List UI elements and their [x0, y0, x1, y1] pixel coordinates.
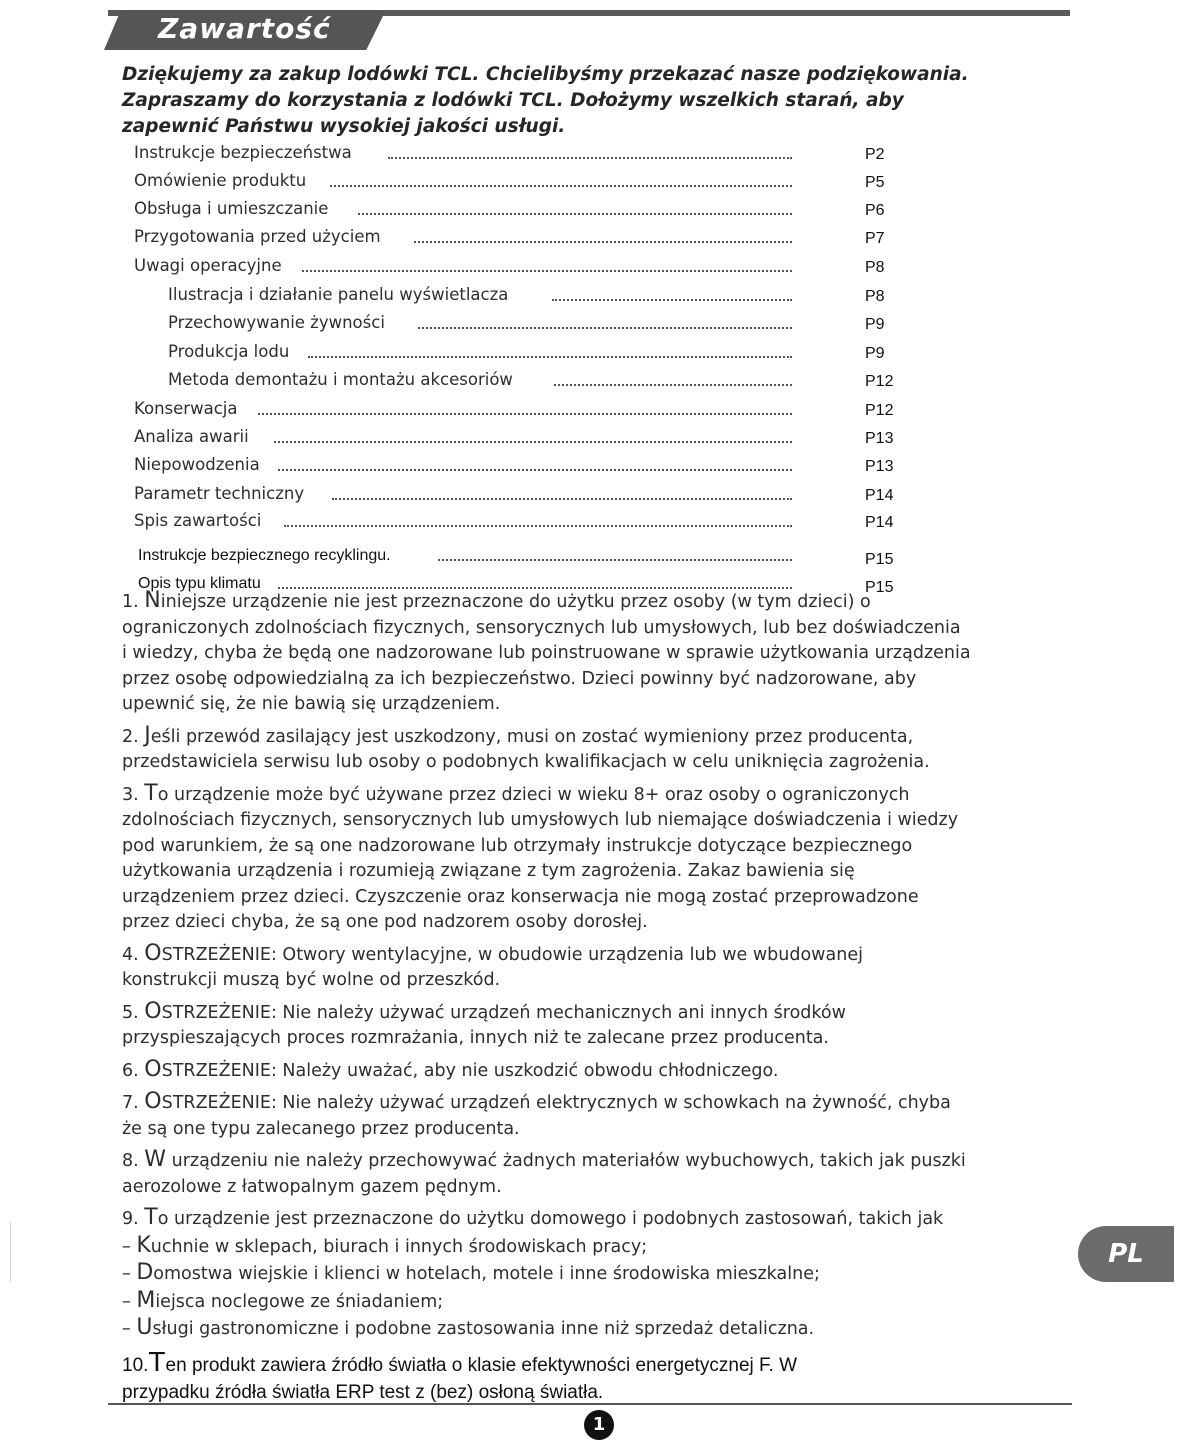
toc-label: Parametr techniczny — [134, 484, 305, 503]
item-text: aerozolowe z łatwopalnym gazem pędnym. — [122, 1176, 502, 1197]
sub-item: – Usługi gastronomiczne i podobne zastosowania inne niż sprzedaż detaliczna. — [122, 1315, 815, 1340]
sub-item-initial: M — [136, 1287, 156, 1313]
item-line — [122, 723, 1072, 751]
item-text: STRZEŻENIE: Należy uważać, aby nie uszkodzić obwodu chłodniczego. — [161, 1060, 779, 1081]
toc-page: P9 — [865, 316, 885, 333]
item-line — [122, 1089, 1072, 1117]
toc-page: P14 — [865, 514, 894, 531]
item-text: eśli przewód zasilający jest uszkodzony, musi on zostać wymieniony przez producenta, — [150, 726, 914, 747]
item-line — [122, 808, 1072, 834]
toc-row — [0, 455, 1184, 477]
item-text: ograniczonych zdolnościach fizycznych, sensorycznych lub umysłowych, lub bez doświadczenia — [122, 617, 961, 638]
toc-leader-dots — [308, 356, 792, 358]
item-number: 3. — [122, 784, 139, 805]
toc-label: Obsługa i umieszczanie — [134, 199, 329, 218]
intro-line: zapewnić Państwu wysokiej jakości usługi. — [122, 116, 566, 137]
item-initial: O — [144, 998, 162, 1024]
toc-leader-dots — [438, 559, 792, 561]
item-line — [122, 834, 1072, 860]
list-item — [122, 588, 1072, 718]
item-text: urządzeniu nie należy przechowywać żadnych materiałów wybuchowych, takich jak puszki — [166, 1151, 966, 1171]
sub-item-text: omostwa wiejskie i klienci w hotelach, motele i inne środowiska mieszkalne; — [153, 1264, 820, 1284]
item-line — [122, 781, 1072, 809]
toc-row — [0, 256, 1184, 278]
item-number: 4. — [122, 944, 139, 965]
toc-label: Ilustracja i działanie panelu wyświetlacza — [168, 285, 509, 304]
list-item — [122, 723, 1072, 776]
list-item — [122, 1089, 1072, 1142]
toc-page: P5 — [865, 174, 885, 191]
item-line — [122, 885, 1072, 911]
toc-row — [0, 285, 1184, 307]
toc-label: Konserwacja — [134, 399, 238, 418]
footer-rule — [108, 1403, 1072, 1405]
item-line — [122, 667, 1072, 693]
item-initial: T — [148, 1345, 166, 1377]
item-number: 9. — [122, 1209, 139, 1229]
toc-page: P12 — [865, 373, 894, 390]
sub-item-text: iejsca noclegowe ze śniadaniem; — [155, 1291, 444, 1312]
item-text: urządzeniem przez dzieci. Czyszczenie oraz konserwacja nie mogą zostać przeprowadzone — [122, 886, 919, 907]
page-title: Zawartość — [158, 12, 331, 45]
toc-leader-dots — [552, 299, 792, 301]
toc-page: P13 — [865, 458, 894, 475]
toc-row — [0, 539, 1184, 568]
item-initial: O — [144, 940, 162, 966]
toc-row — [0, 342, 1184, 364]
toc-page: P15 — [865, 579, 894, 596]
toc-row — [0, 511, 1184, 533]
item-initial: J — [144, 722, 151, 748]
toc-label: Uwagi operacyjne — [134, 256, 282, 275]
toc-page: P9 — [865, 345, 885, 362]
toc-row — [0, 484, 1184, 506]
item-text: użytkowania urządzenia i rozumieją związane z tym zagrożenia. Zakaz bawienia się — [122, 861, 855, 881]
item-line — [122, 941, 1072, 969]
item-line — [122, 750, 1072, 776]
item-text: pod warunkiem, że są one nadzorowane lub otrzymały instrukcje dotyczące bezpiecznego — [122, 835, 913, 856]
toc-leader-dots — [278, 469, 792, 471]
sub-item-text: uchnie w sklepach, biurach i innych środowiskach pracy; — [150, 1236, 648, 1257]
sub-item-initial: D — [136, 1260, 154, 1285]
intro-text — [122, 62, 1082, 140]
item-text: o urządzenie jest przeznaczone do użytku domowego i podobnych zastosowań, takich jak — [157, 1209, 944, 1229]
toc-leader-dots — [414, 241, 792, 243]
item-text: że są one typu zalecanego przez producenta. — [122, 1118, 520, 1139]
item-text: przedstawiciela serwisu lub osoby o podobnych kwalifikacjach w celu uniknięcia zagrożenia. — [122, 752, 930, 772]
list-item — [122, 781, 1072, 936]
item-line — [122, 1175, 1072, 1201]
toc-label: Niepowodzenia — [134, 455, 260, 474]
item-line — [122, 588, 1072, 616]
toc-page: P12 — [865, 402, 894, 419]
sub-item-initial: K — [136, 1232, 151, 1258]
item-text: przyspieszających proces rozmrażania, innych niż te zalecane przez producenta. — [122, 1028, 829, 1048]
item-line — [122, 999, 1072, 1027]
toc-label: Metoda demontażu i montażu akcesoriów — [168, 370, 513, 389]
toc-row — [0, 313, 1184, 335]
item-text: o urządzenie może być używane przez dzieci w wieku 8+ oraz osoby o ograniczonych — [157, 784, 910, 805]
item-number: 5. — [122, 1002, 139, 1023]
intro-line: Dziękujemy za zakup lodówki TCL. Chcielibyśmy przekazać nasze podziękowania. — [122, 64, 969, 85]
list-item — [122, 941, 1072, 994]
toc-leader-dots — [418, 327, 792, 329]
item-number: 2. — [122, 726, 139, 747]
intro-line: Zapraszamy do korzystania z lodówki TCL. Dołożymy wszelkich starań, aby — [122, 90, 904, 111]
toc-page: P8 — [865, 259, 885, 276]
toc-label: Przechowywanie żywności — [168, 313, 385, 332]
item-initial: W — [144, 1147, 167, 1172]
toc-page: P7 — [865, 230, 885, 247]
sub-item: – Domostwa wiejskie i klienci w hotelach, motele i inne środowiska mieszkalne; — [122, 1260, 820, 1285]
list-item — [122, 1205, 1072, 1343]
item-line — [122, 692, 1072, 718]
item-text: STRZEŻENIE: Nie należy używać urządzeń mechanicznych ani innych środków — [161, 1002, 846, 1023]
toc-page: P2 — [865, 146, 885, 163]
toc-row — [0, 370, 1184, 392]
toc-leader-dots — [554, 384, 792, 386]
toc-row — [0, 171, 1184, 193]
item-line — [122, 910, 1072, 936]
item-line — [122, 1026, 1072, 1052]
toc-leader-dots — [258, 413, 792, 415]
toc-page: P15 — [865, 551, 894, 568]
item-text: przez osobę odpowiedzialną za ich bezpieczeństwo. Dzieci powinny być nadzorowane, aby — [122, 668, 917, 689]
toc-leader-dots — [332, 498, 792, 500]
item-initial: O — [144, 1089, 162, 1114]
toc-page: P6 — [865, 202, 885, 219]
toc-leader-dots — [274, 441, 792, 443]
item-initial: T — [144, 780, 158, 806]
toc-row — [0, 567, 1184, 596]
item-line — [122, 616, 1072, 642]
toc-leader-dots — [388, 157, 792, 159]
item-line — [122, 641, 1072, 667]
item-line — [122, 968, 1072, 994]
sub-item: – Kuchnie w sklepach, biurach i innych środowiskach pracy; — [122, 1232, 648, 1258]
toc-label: Spis zawartości — [134, 511, 262, 530]
toc-row — [0, 427, 1184, 449]
item-initial: N — [144, 588, 161, 613]
sub-item: – Miejsca noclegowe ze śniadaniem; — [122, 1287, 444, 1313]
item-text: upewnić się, że nie bawią się urządzeniem. — [122, 694, 501, 714]
list-item — [122, 999, 1072, 1052]
toc-leader-dots — [302, 270, 792, 272]
item-initial: T — [144, 1205, 158, 1230]
item-number: 1. — [122, 592, 139, 612]
item-line — [122, 859, 1072, 885]
toc-label: Instrukcje bezpiecznego recyklingu. — [138, 547, 391, 564]
item-line — [122, 1345, 1072, 1379]
item-number: 10. — [122, 1354, 149, 1376]
toc-label: Przygotowania przed użyciem — [134, 227, 381, 246]
toc-row — [0, 143, 1184, 165]
item-text: przez dzieci chyba, że są one pod nadzorem osoby dorosłej. — [122, 912, 648, 932]
toc-label: Omówienie produktu — [134, 171, 307, 190]
page-number: 1 — [584, 1410, 614, 1440]
language-tab: PL — [1078, 1226, 1174, 1282]
toc-label: Produkcja lodu — [168, 342, 290, 361]
item-text: STRZEŻENIE: Otwory wentylacyjne, w obudowie urządzenia lub we wbudowanej — [161, 944, 863, 965]
item-text: en produkt zawiera źródło światła o klasie efektywności energetycznej F. W — [165, 1354, 798, 1376]
item-number: 6. — [122, 1060, 139, 1081]
toc-row — [0, 399, 1184, 421]
item-number: 8. — [122, 1151, 139, 1171]
item-text: konstrukcji muszą być wolne od przeszkód. — [122, 970, 501, 990]
item-initial: O — [144, 1056, 162, 1082]
item-number: 7. — [122, 1093, 139, 1113]
toc-leader-dots — [284, 525, 792, 527]
list-item-10 — [122, 1345, 1072, 1406]
toc-leader-dots — [358, 213, 792, 215]
toc-page: P14 — [865, 487, 894, 504]
sub-item-initial: U — [136, 1315, 153, 1340]
item-text: STRZEŻENIE: Nie należy używać urządzeń elektrycznych w schowkach na żywność, chyba — [161, 1093, 951, 1113]
item-line — [122, 1117, 1072, 1143]
toc-page: P8 — [865, 288, 885, 305]
toc-row — [0, 227, 1184, 249]
item-line — [122, 1379, 1072, 1406]
list-item — [122, 1147, 1072, 1200]
toc-label: Instrukcje bezpieczeństwa — [134, 143, 352, 162]
item-line — [122, 1057, 1072, 1085]
safety-instructions — [122, 588, 1072, 1406]
toc-label: Analiza awarii — [134, 427, 249, 446]
toc-page: P13 — [865, 430, 894, 447]
item-text: zdolnościach fizycznych, sensorycznych lub umysłowych lub niemające doświadczenia i wiedzy — [122, 810, 959, 830]
sub-item-text: sługi gastronomiczne i podobne zastosowania inne niż sprzedaż detaliczna. — [152, 1319, 815, 1339]
toc-label: Opis typu klimatu — [138, 575, 261, 592]
item-text: przypadku źródła światła ERP test z (bez) osłoną światła. — [122, 1381, 604, 1403]
toc-row — [0, 199, 1184, 221]
list-item — [122, 1057, 1072, 1085]
item-line — [122, 1205, 1072, 1233]
item-text: iniejsze urządzenie nie jest przeznaczone do użytku przez osoby (w tym dzieci) o — [160, 592, 871, 612]
toc-leader-dots — [330, 185, 792, 187]
item-text: i wiedzy, chyba że będą one nadzorowane lub poinstruowane w sprawie użytkowania urządzenia — [122, 643, 971, 663]
margin-line — [10, 1222, 11, 1282]
item-line — [122, 1147, 1072, 1175]
